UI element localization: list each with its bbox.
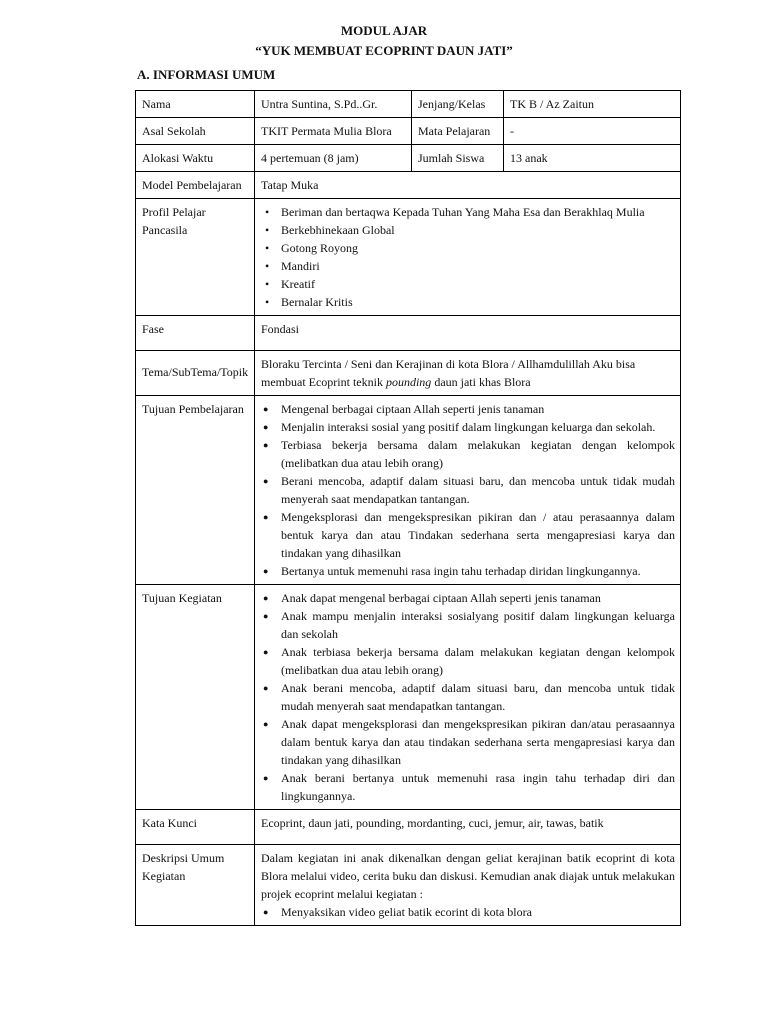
list-item: ● Anak dapat mengeksplorasi dan mengekspresikan pikiran dan/atau perasaannya dalam bentuk karya dan atau tindakan sederhana serta mengapresiasi karya dan tindakan yang dihasilkan bbox=[261, 715, 675, 769]
list-item: • Gotong Royong bbox=[261, 239, 675, 257]
label-jenjang: Jenjang/Kelas bbox=[412, 91, 504, 118]
list-item: ● Anak dapat mengenal berbagai ciptaan Allah seperti jenis tanaman bbox=[261, 589, 675, 607]
label-jumlah-siswa: Jumlah Siswa bbox=[412, 145, 504, 172]
value-jenjang: TK B / Az Zaitun bbox=[504, 91, 681, 118]
row-tema bbox=[136, 351, 681, 396]
list-item: ● Menjalin interaksi sosial yang positif dalam lingkungan keluarga dan sekolah. bbox=[261, 418, 675, 436]
row-tujuan-kegiatan bbox=[136, 585, 681, 810]
value-nama: Untra Suntina, S.Pd..Gr. bbox=[255, 91, 412, 118]
label-deskripsi: Deskripsi Umum Kegiatan bbox=[136, 845, 255, 926]
list-item: ● Anak berani bertanya untuk memenuhi rasa ingin tahu terhadap diri dan lingkungannya. bbox=[261, 769, 675, 805]
label-asal-sekolah: Asal Sekolah bbox=[136, 118, 255, 145]
row-alokasi-waktu bbox=[136, 145, 681, 172]
value-tujuan-pembelajaran bbox=[255, 396, 681, 585]
label-tujuan-kegiatan: Tujuan Kegiatan bbox=[136, 585, 255, 810]
list-item: • Mandiri bbox=[261, 257, 675, 275]
value-mata-pelajaran: - bbox=[504, 118, 681, 145]
list-item: • Berkebhinekaan Global bbox=[261, 221, 675, 239]
value-asal-sekolah: TKIT Permata Mulia Blora bbox=[255, 118, 412, 145]
document-title: MODUL AJAR bbox=[340, 23, 428, 38]
label-kata-kunci: Kata Kunci bbox=[136, 810, 255, 845]
row-asal-sekolah bbox=[136, 118, 681, 145]
profil-list bbox=[261, 203, 675, 311]
list-item: • Beriman dan bertaqwa Kepada Tuhan Yang Maha Esa dan Berakhlaq Mulia bbox=[261, 203, 675, 221]
label-fase: Fase bbox=[136, 316, 255, 351]
list-item: ● Anak terbiasa bekerja bersama dalam melakukan kegiatan dengan kelompok (melibatkan dua atau lebih orang) bbox=[261, 643, 675, 679]
value-deskripsi bbox=[255, 845, 681, 926]
value-fase: Fondasi bbox=[255, 316, 681, 351]
list-item: ● Terbiasa bekerja bersama dalam melakukan kegiatan dengan kelompok (melibatkan dua atau lebih orang) bbox=[261, 436, 675, 472]
row-model-pembelajaran bbox=[136, 172, 681, 199]
label-mata-pelajaran: Mata Pelajaran bbox=[412, 118, 504, 145]
deskripsi-text: Dalam kegiatan ini anak dikenalkan dengan geliat kerajinan batik ecoprint di kota Blora melalui video, cerita buku dan diskusi. Kemudian anak diajak untuk melakukan projek ecoprint melalui kegiatan : bbox=[261, 851, 675, 901]
value-tujuan-kegiatan bbox=[255, 585, 681, 810]
label-tema: Tema/SubTema/Topik bbox=[136, 351, 255, 396]
label-tujuan-pembelajaran: Tujuan Pembelajaran bbox=[136, 396, 255, 585]
row-profil-pelajar bbox=[136, 199, 681, 316]
row-fase bbox=[136, 316, 681, 351]
list-item: ● Berani mencoba, adaptif dalam situasi baru, dan mencoba untuk tidak mudah menyerah saat mendapatkan tantangan. bbox=[261, 472, 675, 508]
value-alokasi-waktu: 4 pertemuan (8 jam) bbox=[255, 145, 412, 172]
label-profil-pelajar: Profil Pelajar Pancasila bbox=[136, 199, 255, 316]
list-item: ● Menyaksikan video geliat batik ecorint di kota blora bbox=[261, 903, 675, 921]
row-nama bbox=[136, 91, 681, 118]
list-item: ● Mengenal berbagai ciptaan Allah seperti jenis tanaman bbox=[261, 400, 675, 418]
value-kata-kunci: Ecoprint, daun jati, pounding, mordanting, cuci, jemur, air, tawas, batik bbox=[255, 810, 681, 845]
tujuan-kegiatan-list bbox=[261, 589, 675, 805]
label-model-pembelajaran: Model Pembelajaran bbox=[136, 172, 255, 199]
label-alokasi-waktu: Alokasi Waktu bbox=[136, 145, 255, 172]
value-tema bbox=[255, 351, 681, 396]
value-jumlah-siswa: 13 anak bbox=[504, 145, 681, 172]
value-profil-pelajar bbox=[255, 199, 681, 316]
info-table bbox=[135, 90, 681, 926]
list-item: • Bernalar Kritis bbox=[261, 293, 675, 311]
tujuan-pembelajaran-list bbox=[261, 400, 675, 580]
list-item: ● Bertanya untuk memenuhi rasa ingin tahu terhadap diridan lingkungannya. bbox=[261, 562, 675, 580]
row-kata-kunci bbox=[136, 810, 681, 845]
label-nama: Nama bbox=[136, 91, 255, 118]
list-item: ● Anak berani mencoba, adaptif dalam situasi baru, dan mencoba untuk tidak mudah menyerah saat mendapatkan tantangan. bbox=[261, 679, 675, 715]
section-heading: A. INFORMASI UMUM bbox=[137, 67, 276, 82]
list-item: ● Mengeksplorasi dan mengekspresikan pikiran dan / atau perasaannya dalam bentuk karya dan atau Tindakan sederhana serta mengapresiasi karya dan tindakan yang dihasilkan bbox=[261, 508, 675, 562]
value-model-pembelajaran: Tatap Muka bbox=[255, 172, 681, 199]
document-subtitle: “YUK MEMBUAT ECOPRINT DAUN JATI” bbox=[255, 43, 513, 58]
list-item: ● Anak mampu menjalin interaksi sosialyang positif dalam lingkungan keluarga dan sekolah bbox=[261, 607, 675, 643]
tema-emphasis: pounding bbox=[385, 375, 432, 389]
deskripsi-list bbox=[261, 903, 675, 921]
tema-text-end: daun jati khas Blora bbox=[431, 375, 531, 389]
tema-text: Bloraku Tercinta / Seni dan Kerajinan di kota Blora / Allhamdulillah Aku bisa membuat Ecoprint teknik bbox=[261, 357, 636, 389]
row-tujuan-pembelajaran bbox=[136, 396, 681, 585]
list-item: • Kreatif bbox=[261, 275, 675, 293]
row-deskripsi bbox=[136, 845, 681, 926]
